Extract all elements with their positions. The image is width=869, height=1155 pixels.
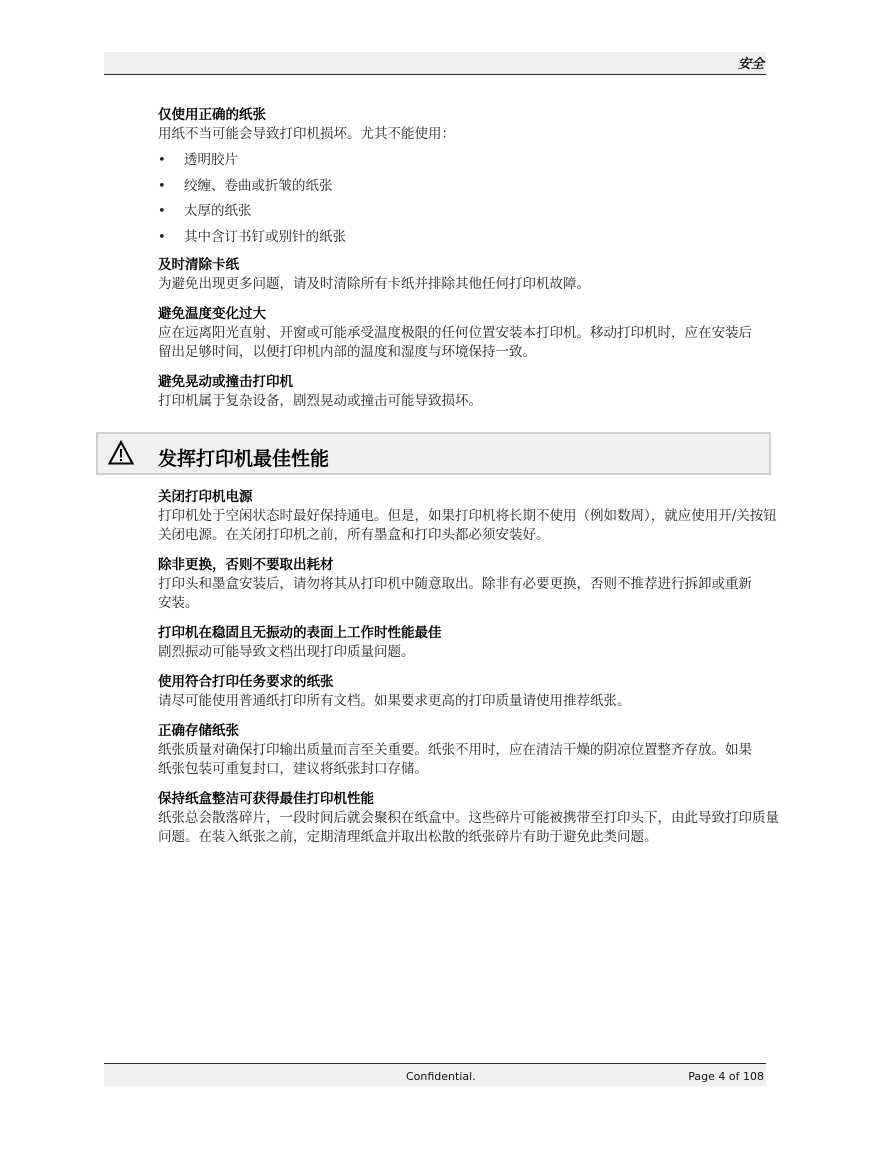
section-body: 纸张质量对确保打印输出质量而言至关重要。纸张不用时，应在清洁干燥的阴凉位置整齐存放。如果纸张包装可重复封口，建议将纸张封口存储。 xyxy=(158,742,752,777)
page-header xyxy=(104,52,766,75)
section-body: 打印机属于复杂设备，剧烈晃动或撞击可能导致损坏。 xyxy=(158,393,482,409)
content-bottom xyxy=(158,488,783,858)
section-title: 使用符合打印任务要求的纸张 xyxy=(158,674,334,690)
section-title: 正确存储纸张 xyxy=(158,723,239,739)
page-footer xyxy=(104,1063,766,1086)
section-title: 关闭打印机电源 xyxy=(158,489,253,505)
section-body: 剧烈振动可能导致文档出现打印质量问题。 xyxy=(158,644,415,660)
page-number: Page 4 of 108 xyxy=(688,1070,764,1083)
header-title: 安全 xyxy=(737,57,764,72)
section-body: 应在远离阳光直射、开窗或可能承受温度极限的任何位置安装本打印机。移动打印机时，应在安装后留出足够时间，以便打印机内部的温度和湿度与环境保持一致。 xyxy=(158,325,752,360)
section-body: 打印头和墨盒安装后，请勿将其从打印机中随意取出。除非有必要更换，否则不推荐进行拆卸或重新安装。 xyxy=(158,576,752,611)
section-title: 除非更换，否则不要取出耗材 xyxy=(158,557,334,573)
list-item: • 太厚的纸张 xyxy=(158,199,778,225)
list-item: • 绞缠、卷曲或折皱的纸张 xyxy=(158,174,778,200)
list-item: • 其中含订书钉或别针的纸张 xyxy=(158,225,778,251)
section-body: 用纸不当可能会导致打印机损坏。尤其不能使用： xyxy=(158,126,455,142)
section-title: 保持纸盒整洁可获得最佳打印机性能 xyxy=(158,791,374,807)
section-title: 避免晃动或撞击打印机 xyxy=(158,374,293,390)
content-top xyxy=(158,106,778,422)
footer-confidential: Confidential. xyxy=(406,1070,476,1083)
section-banner xyxy=(96,432,771,475)
list-item: • 透明胶片 xyxy=(158,148,778,174)
section-body: 为避免出现更多问题，请及时清除所有卡纸并排除其他任何打印机故障。 xyxy=(158,276,590,292)
banner-title: 发挥打印机最佳性能 xyxy=(158,448,330,470)
bullet-list xyxy=(158,148,778,250)
section-title: 仅使用正确的纸张 xyxy=(158,107,266,123)
warning-triangle-icon xyxy=(108,440,134,466)
section-body: 纸张总会散落碎片，一段时间后就会聚积在纸盒中。这些碎片可能被携带至打印头下，由此导致打印质量问题。在装入纸张之前，定期清理纸盒并取出松散的纸张碎片有助于避免此类问题。 xyxy=(158,810,779,845)
section-title: 及时清除卡纸 xyxy=(158,257,239,273)
section-title: 避免温度变化过大 xyxy=(158,306,266,322)
section-body: 打印机处于空闲状态时最好保持通电。但是，如果打印机将长期不使用（例如数周），就应使用开/关按钮关闭电源。在关闭打印机之前，所有墨盒和打印头都必须安装好。 xyxy=(158,508,777,543)
section-body: 请尽可能使用普通纸打印所有文档。如果要求更高的打印质量请使用推荐纸张。 xyxy=(158,693,631,709)
section-title: 打印机在稳固且无振动的表面上工作时性能最佳 xyxy=(158,625,442,641)
